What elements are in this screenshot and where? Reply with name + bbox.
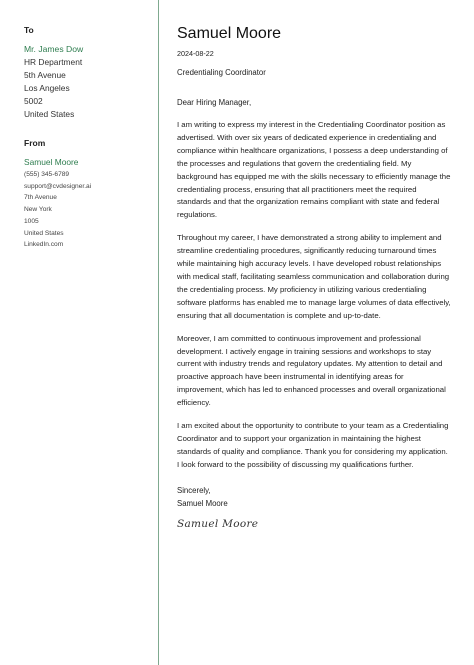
recipient-address-line: 5th Avenue — [24, 70, 66, 80]
closing-name: Samuel Moore — [177, 498, 228, 508]
column-divider — [158, 0, 159, 665]
author-name: Samuel Moore — [177, 25, 282, 42]
sender-email: support@cvdesigner.ai — [24, 182, 92, 190]
paragraph: Moreover, I am committed to continuous improvement and professional development. I actively engage in training sessions and workshops to stay current with industry trends and regulatory updates. My attention to detail and proactive approach have been instrumental in identifying areas for improvement, which has led to enhanced processes and overall organizational efficiency. — [177, 333, 446, 408]
paragraph: Throughout my career, I have demonstrated a strong ability to implement and streamline credentialing procedures, significantly reducing turnaround times while maintaining high accuracy levels. I have developed robust relationships with medical staff, facilitating seamless communication and collaboration during the credentialing process. My proficiency in utilizing various credentialing software platforms has enabled me to manage large volumes of data effectively, ensuring that all documentation is complete and up-to-date. — [177, 233, 451, 320]
job-title: Credentialing Coordinator — [177, 68, 266, 77]
sender-linkedin: LinkedIn.com — [24, 241, 64, 249]
sender-postal-code: 1005 — [24, 217, 39, 225]
sender-country: United States — [24, 229, 64, 237]
closing-salutation: Sincerely, — [177, 485, 211, 495]
recipient-heading: To — [24, 25, 34, 35]
sidebar — [24, 25, 152, 251]
paragraph: I am writing to express my interest in the Credentialing Coordinator position as advertised. With over six years of dedicated experience in credentialing and compliance within healthcare organizations, I possess a deep understanding of the processes and regulations that govern the credentialing field. My background has equipped me with the skills necessary to efficiently manage the credentialing process, ensuring that all practitioners meet the required standards and that the organization remains compliant with state and federal regulations. — [177, 120, 451, 220]
signature: Samuel Moore — [177, 518, 259, 531]
recipient-address-line: Los Angeles — [24, 83, 70, 93]
recipient-address-line: 5002 — [24, 96, 43, 106]
sender-heading: From — [24, 138, 46, 148]
letter-body — [177, 24, 452, 530]
recipient-address-line: United States — [24, 109, 75, 119]
letter-date: 2024-08-22 — [177, 49, 214, 58]
greeting: Dear Hiring Manager, — [177, 98, 252, 107]
paragraph: I am excited about the opportunity to contribute to your team as a Credentialing Coordinator and to support your organization in maintaining the highest standards of quality and compliance. Thank you for considering my application. I look forward to the possibility of discussing my qualifications further. — [177, 421, 449, 469]
closing — [177, 485, 452, 511]
sender-street: 7th Avenue — [24, 194, 57, 202]
sender-city: New York — [24, 206, 52, 214]
recipient-address-line: HR Department — [24, 57, 83, 67]
sender-phone: (555) 345-6789 — [24, 171, 70, 178]
recipient-name: Mr. James Dow — [24, 44, 84, 54]
sender-name: Samuel Moore — [24, 157, 79, 167]
sender-block — [24, 138, 152, 251]
